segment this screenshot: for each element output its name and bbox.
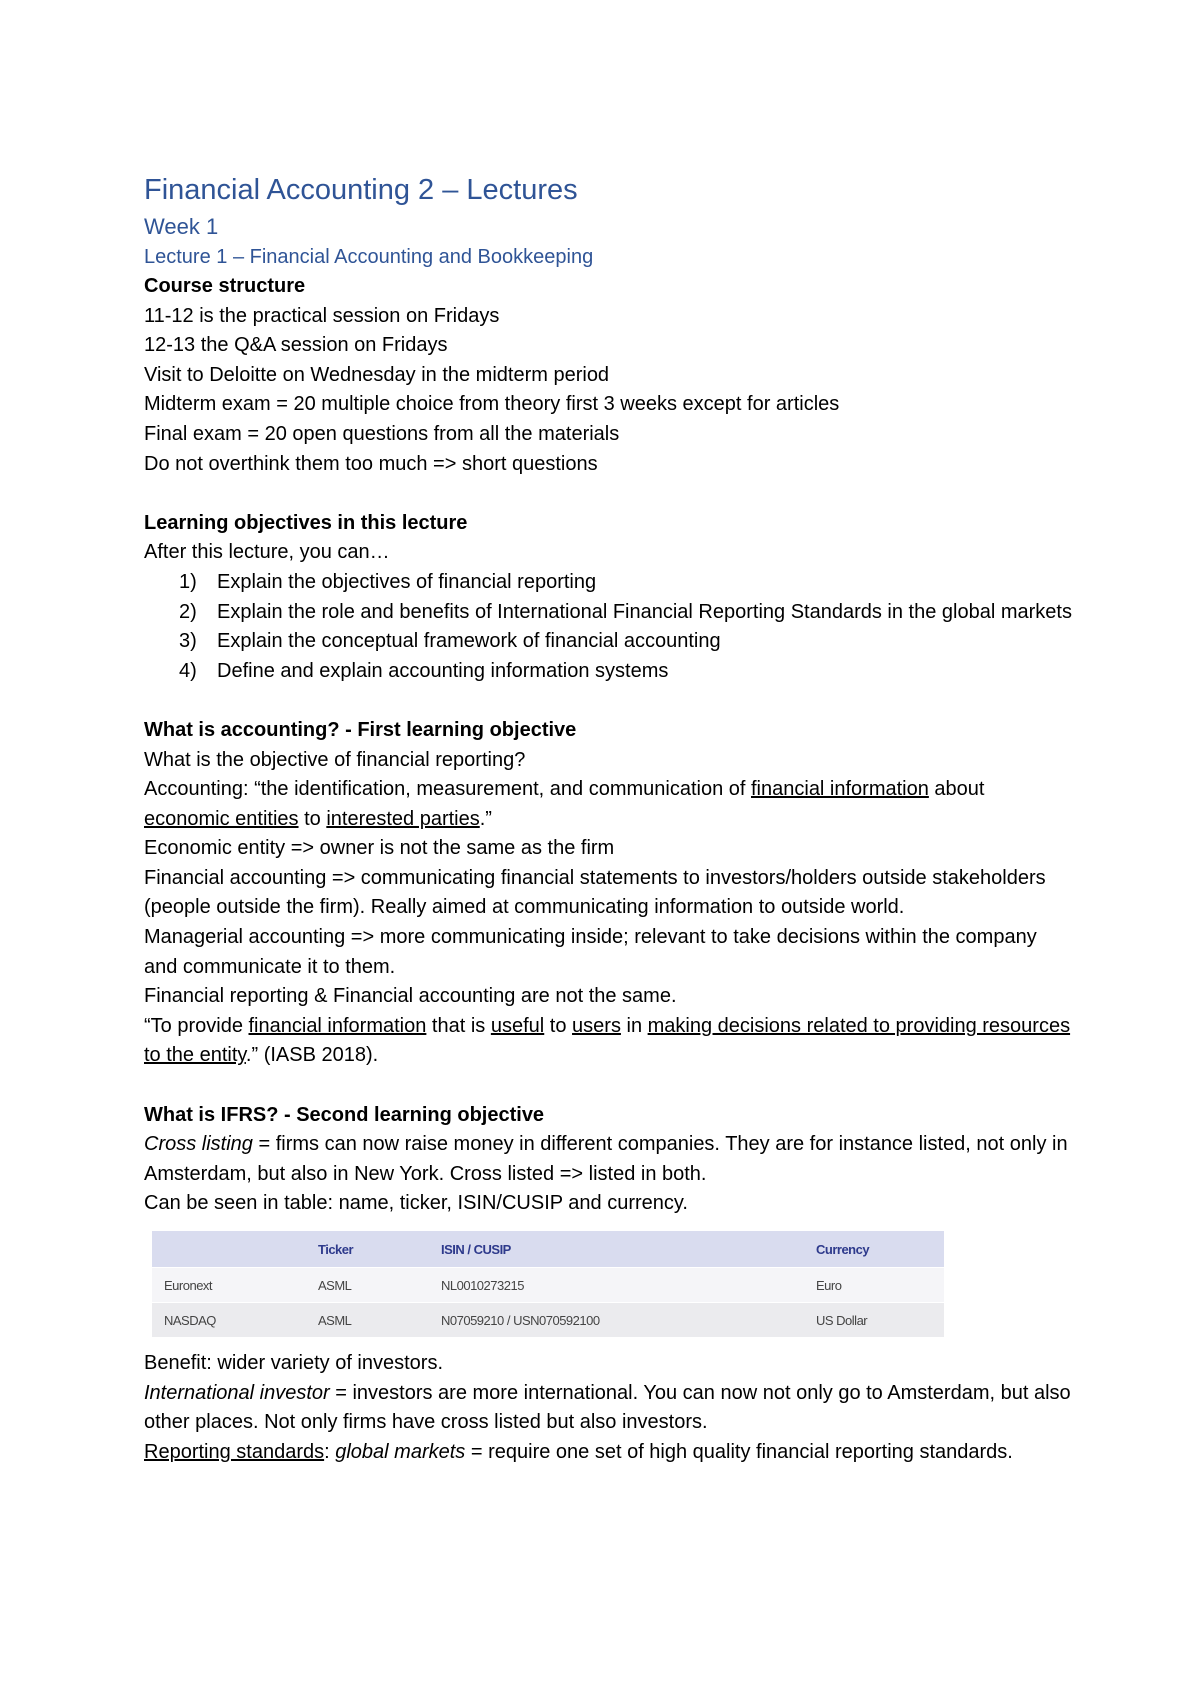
column-header: Ticker — [306, 1231, 429, 1268]
underlined-term: useful — [490, 1014, 545, 1037]
underlined-term: interested parties — [326, 807, 480, 830]
text-run: in — [620, 1014, 648, 1037]
course-line: 11-12 is the practical session on Fridays — [144, 304, 500, 327]
list-item-text: Define and explain accounting information systems — [217, 659, 669, 682]
accounting-definition — [144, 775, 1074, 834]
financial-accounting-line: Financial accounting => communicating financial statements to investors/holders outside stakeholders (people outside the firm). Really aimed at communicating information to outside world. — [144, 866, 1046, 919]
table-cell: Euronext — [152, 1268, 306, 1303]
table-cell: NL0010273215 — [429, 1268, 804, 1303]
list-item — [179, 657, 1074, 687]
table-row — [152, 1268, 944, 1303]
underlined-term: users — [572, 1014, 621, 1037]
column-header — [152, 1231, 306, 1268]
listing-table — [152, 1231, 944, 1337]
underlined-term: making decisions related to providing resources to the entity — [144, 1014, 1071, 1067]
list-item — [179, 568, 1074, 598]
text-run: = investors are more international. You can now not only go to Amsterdam, but also other places. Not only firms have cross listed but also investors. — [144, 1381, 1071, 1434]
lecture-heading: Lecture 1 – Financial Accounting and Bookkeeping — [144, 246, 594, 268]
objectives-list — [144, 568, 1074, 686]
not-same-line: Financial reporting & Financial accounting are not the same. — [144, 985, 677, 1008]
accounting-question: What is the objective of financial reporting? — [144, 748, 526, 771]
objectives-intro: After this lecture, you can… — [144, 541, 390, 564]
course-line: Final exam = 20 open questions from all the materials — [144, 422, 620, 445]
spacer — [144, 1071, 1074, 1101]
course-line: 12-13 the Q&A session on Fridays — [144, 334, 448, 357]
international-investor-line — [144, 1379, 1074, 1438]
text-run: about — [928, 778, 985, 801]
course-line: Midterm exam = 20 multiple choice from theory first 3 weeks except for articles — [144, 393, 840, 416]
text-run: to — [544, 1014, 573, 1037]
underlined-term: economic entities — [144, 807, 299, 830]
table-cell: ASML — [306, 1268, 429, 1303]
list-item — [179, 627, 1074, 657]
objectives-heading: Learning objectives in this lecture — [144, 511, 468, 534]
underlined-term: Reporting standards — [144, 1440, 325, 1463]
page-title: Financial Accounting 2 – Lectures — [144, 174, 578, 206]
ifrs-heading: What is IFRS? - Second learning objective — [144, 1103, 545, 1126]
column-header: Currency — [804, 1231, 944, 1268]
underlined-term: financial information — [248, 1014, 427, 1037]
text-run: to — [298, 807, 327, 830]
list-item-text: Explain the conceptual framework of financial accounting — [217, 630, 721, 653]
list-number: 2) — [179, 600, 197, 623]
underlined-term: financial information — [751, 778, 929, 801]
list-item-text: Explain the objectives of financial reporting — [217, 570, 597, 593]
managerial-accounting-line: Managerial accounting => more communicating inside; relevant to take decisions within the company and communicate it to them. — [144, 926, 1037, 978]
list-number: 4) — [179, 659, 197, 682]
week-heading: Week 1 — [144, 214, 219, 239]
list-item — [179, 598, 1074, 628]
iasb-quote — [144, 1012, 1074, 1071]
economic-entity-line: Economic entity => owner is not the same as the firm — [144, 837, 615, 860]
text-run: = firms can now raise money in different companies. They are for instance listed, not only in Amsterdam, but also in New York. Cross listed => listed in both. — [144, 1133, 1068, 1185]
text-run: = require one set of high quality financial reporting standards. — [465, 1440, 1013, 1463]
list-number: 3) — [179, 630, 197, 653]
italic-term: International investor — [144, 1381, 330, 1404]
column-header: ISIN / CUSIP — [429, 1231, 804, 1268]
listing-table-image — [152, 1231, 944, 1337]
course-line: Visit to Deloitte on Wednesday in the midterm period — [144, 363, 610, 386]
course-line: Do not overthink them too much => short questions — [144, 452, 598, 475]
list-number: 1) — [179, 570, 197, 593]
table-cell: NASDAQ — [152, 1303, 306, 1338]
course-structure-heading: Course structure — [144, 275, 306, 297]
italic-term: Cross listing — [144, 1133, 253, 1156]
benefit-line: Benefit: wider variety of investors. — [144, 1352, 444, 1374]
table-cell: Euro — [804, 1268, 944, 1303]
table-header-row — [152, 1231, 944, 1268]
list-item-text: Explain the role and benefits of International Financial Reporting Standards in the global markets — [217, 600, 1072, 623]
text-run: Accounting: “the identification, measurement, and communication of — [144, 778, 751, 801]
accounting-heading: What is accounting? - First learning objective — [144, 718, 577, 741]
text-run: .” — [479, 807, 492, 830]
text-run: : — [324, 1440, 336, 1463]
text-run: that is — [426, 1014, 491, 1037]
text-run: “To provide — [144, 1014, 249, 1037]
table-intro: Can be seen in table: name, ticker, ISIN/CUSIP and currency. — [144, 1192, 688, 1215]
table-cell: US Dollar — [804, 1303, 944, 1338]
cross-listing-line — [144, 1130, 1074, 1189]
table-cell: ASML — [306, 1303, 429, 1338]
document-content — [144, 170, 1074, 1467]
spacer — [144, 686, 1074, 716]
table-cell: N07059210 / USN070592100 — [429, 1303, 804, 1338]
text-run: .” (IASB 2018). — [245, 1044, 379, 1067]
italic-term: global markets — [335, 1440, 466, 1463]
reporting-standards-line — [144, 1438, 1074, 1468]
spacer — [144, 479, 1074, 509]
table-row — [152, 1303, 944, 1338]
